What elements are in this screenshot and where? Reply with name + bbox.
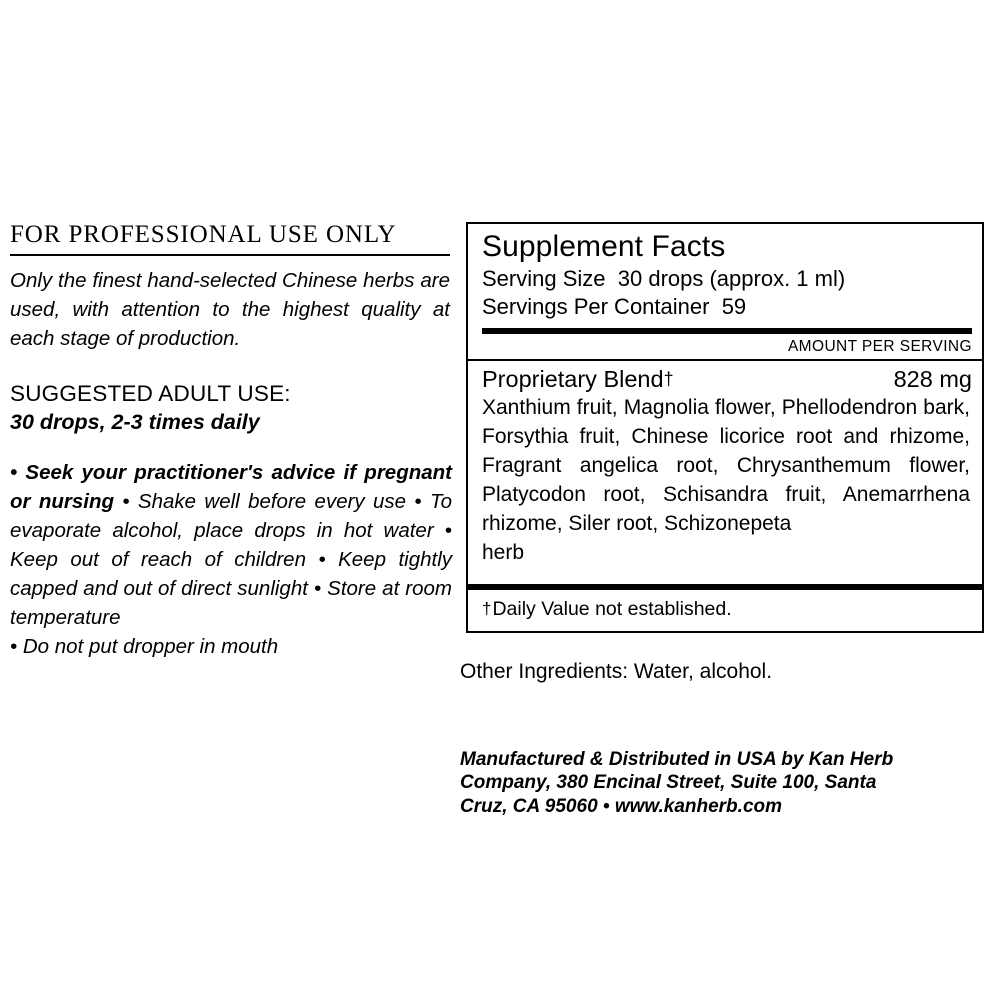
cautions-paragraph <box>10 458 452 662</box>
cautions-rest-text: • Shake well before every use • To evaporate alcohol, place drops in hot water • Keep out of reach of children • Keep tightly capped and out of direct sunlight • Store at room temperature <box>10 489 453 630</box>
proprietary-blend-amount: 828 mg <box>893 366 972 393</box>
other-ingredients-line: Other Ingredients: Water, alcohol. <box>460 660 773 683</box>
servings-per-container-row <box>482 293 972 321</box>
daily-value-dagger-symbol: † <box>482 599 492 619</box>
cautions-last-line: • Do not put dropper in mouth <box>10 635 279 659</box>
serving-size-row <box>482 265 972 293</box>
ingredients-last-line: herb <box>482 541 525 565</box>
suggested-use-heading: SUGGESTED ADULT USE: <box>10 380 291 406</box>
proprietary-blend-row <box>468 361 982 393</box>
daily-value-note <box>468 590 982 630</box>
left-text-column <box>10 221 453 661</box>
blend-name-text: Proprietary Blend <box>482 366 664 393</box>
intro-paragraph: Only the finest hand-selected Chinese herbs are used, with attention to the highest quality at each stage of production. <box>10 269 450 351</box>
supplement-facts-title: Supplement Facts <box>482 230 726 263</box>
proprietary-blend-label <box>482 366 674 393</box>
supplement-facts-header <box>468 224 982 334</box>
supplement-facts-panel <box>466 222 984 633</box>
serving-size-label: Serving Size <box>482 265 606 291</box>
footer-line-1: Manufactured & Distributed in USA by Kan Herb <box>460 749 894 770</box>
servings-per-container-value: 59 <box>721 293 747 319</box>
blend-dagger-symbol: † <box>663 369 674 390</box>
daily-value-note-text: Daily Value not established. <box>492 598 732 621</box>
suggested-use-dose: 30 drops, 2-3 times daily <box>10 409 260 434</box>
ingredients-text: Xanthium fruit, Magnolia flower, Phellodendron bark, Forsythia fruit, Chinese licorice root and rhizome, Fragrant angelica root, Chrysanthemum flower, Platycodon root, Schisandra fruit, Anemarrhena rhizome, Siler root, Schizonepeta <box>482 396 970 536</box>
ingredients-list <box>468 393 982 577</box>
footer-line-2: Company, 380 Encinal Street, Suite 100, Santa <box>460 772 877 794</box>
cautions-bold-text: • Seek your practitioner's advice if pregnant or nursing <box>10 460 452 513</box>
manufacturer-footer <box>460 748 980 818</box>
servings-per-container-label: Servings Per Container <box>482 293 710 319</box>
amount-per-serving-header: AMOUNT PER SERVING <box>787 337 972 355</box>
serving-size-value: 30 drops (approx. 1 ml) <box>617 265 846 291</box>
professional-use-title: FOR PROFESSIONAL USE ONLY <box>10 221 397 248</box>
footer-line-3: Cruz, CA 95060 • www.kanherb.com <box>460 795 783 817</box>
divider-rule <box>10 254 450 256</box>
